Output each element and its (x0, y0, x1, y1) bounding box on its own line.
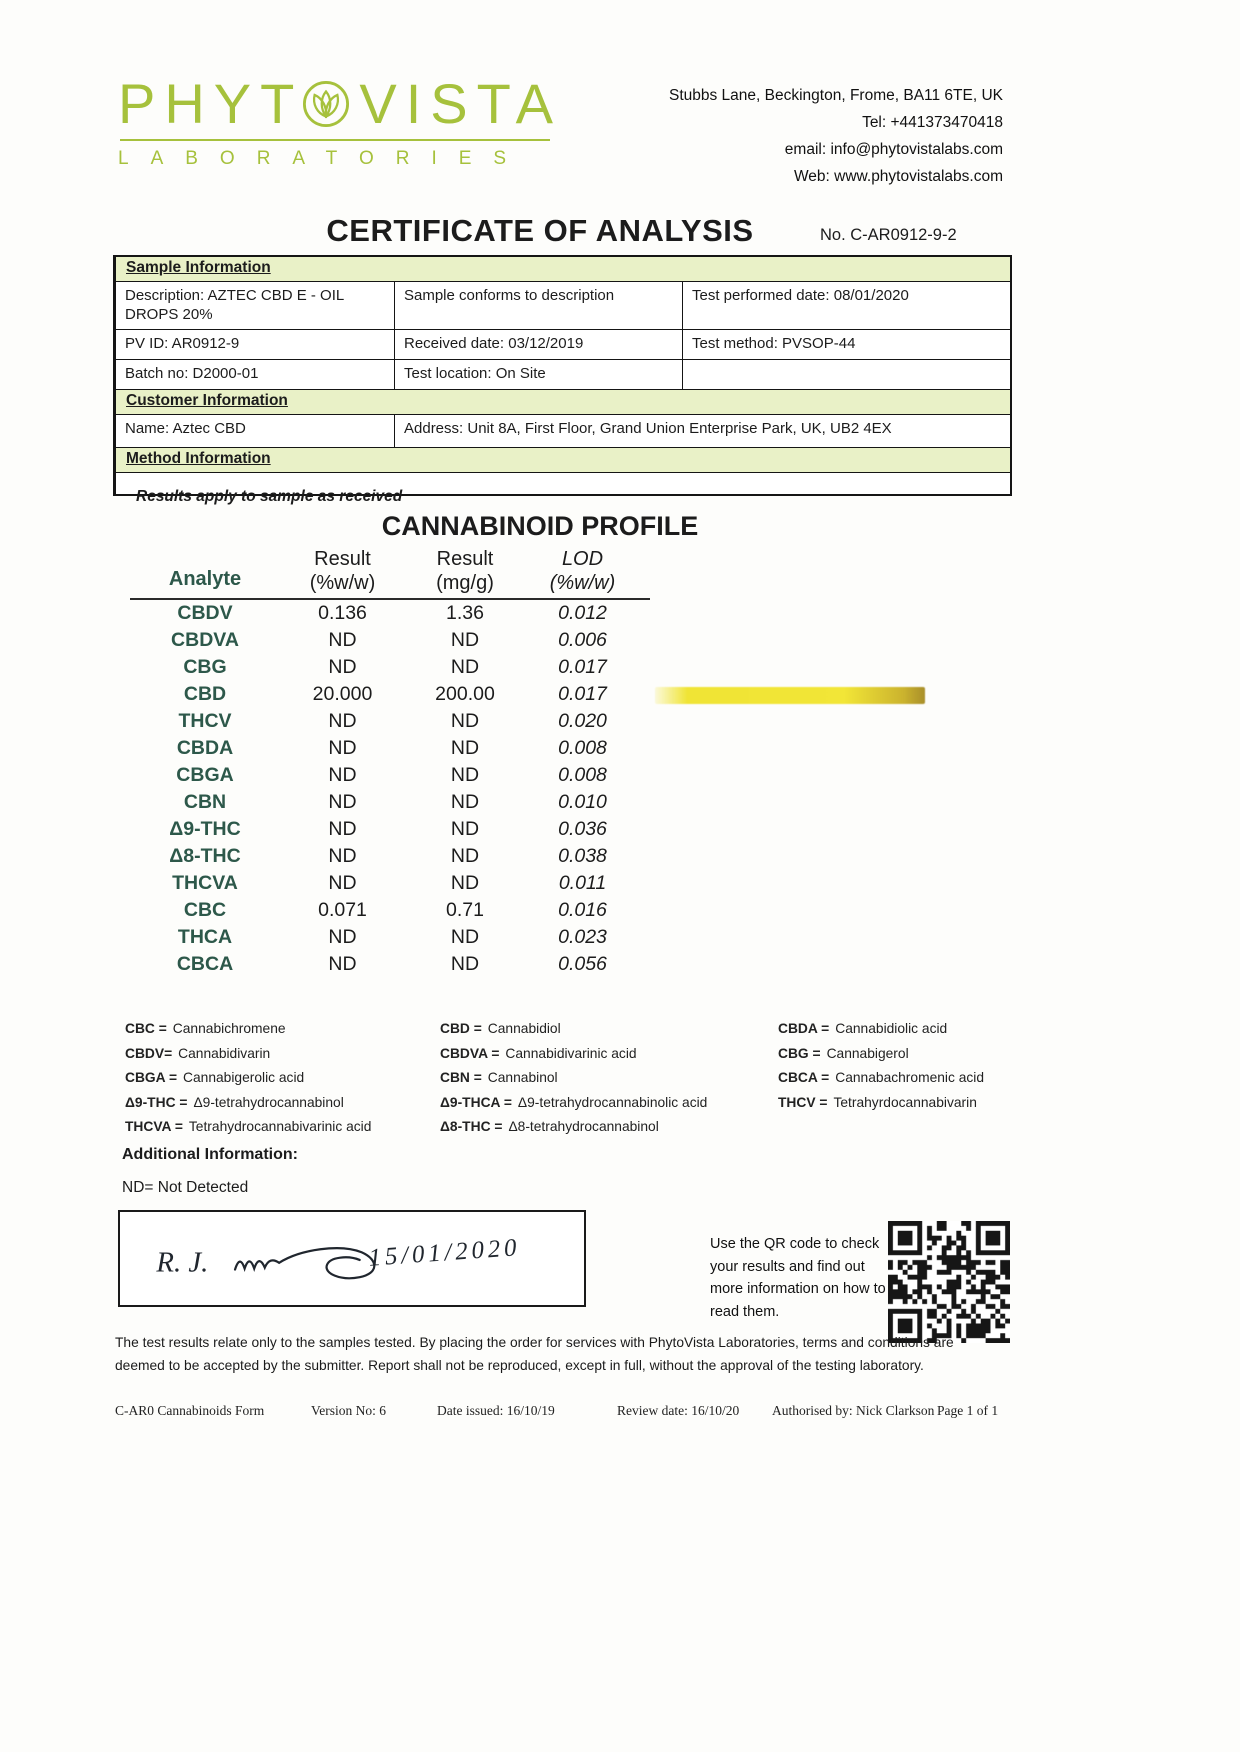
qr-instructions: Use the QR code to check your results and find out more information on how to read them. (710, 1236, 886, 1320)
logo-divider (120, 139, 550, 141)
footer-form-name: C-AR0 Cannabinoids Form (115, 1403, 265, 1418)
sample-info-heading (116, 257, 1010, 282)
result-percent-value: ND (328, 872, 357, 894)
result-mg-value: ND (450, 872, 480, 894)
disclaimer-line: deemed to be accepted by the submitter. Report shall not be reproduced, except in full, without the approval of the testing laboratory. (115, 1358, 924, 1373)
result-mg-value: ND (450, 926, 480, 948)
result-mg-value: 1.36 (446, 602, 484, 624)
lod-value: 0.010 (558, 791, 607, 813)
legend-fullname: Cannabidivarin (178, 1045, 271, 1061)
method-info-heading (116, 448, 1010, 473)
result-mg-value: ND (450, 845, 480, 867)
legend-fullname: Cannabidiolic acid (835, 1021, 948, 1036)
lod-value: 0.006 (558, 629, 607, 651)
result-percent-value: ND (328, 737, 357, 759)
analyte-name: CBG (183, 656, 227, 678)
legend-fullname: Cannabidiol (487, 1021, 561, 1036)
footer-authorised-by: Authorised by: Nick Clarkson (772, 1403, 935, 1418)
legend-item (125, 1017, 440, 1042)
result-percent-value: 0.136 (318, 602, 367, 624)
profile-row (130, 654, 650, 681)
analyte-name: Δ9-THC (169, 818, 241, 840)
info-cell-right (683, 360, 1010, 389)
legend-fullname: Cannabinol (487, 1070, 558, 1085)
result-percent-value: 0.071 (318, 899, 367, 921)
legend-abbr: CBC = (125, 1021, 167, 1036)
result-mg-value: 200.00 (435, 683, 495, 705)
info-cell-middle: Sample conforms to description (395, 282, 683, 329)
lab-website: Web: www.phytovistalabs.com (793, 168, 1003, 185)
logo-wordmark (118, 72, 563, 135)
legend-item (440, 1115, 778, 1140)
sample-info-heading-label: Sample Information (126, 259, 271, 276)
lab-email: email: info@phytovistalabs.com (784, 141, 1003, 158)
lod-value: 0.038 (558, 845, 607, 867)
legend-item (440, 1042, 778, 1067)
header-line: (mg/g) (436, 572, 494, 594)
document-title: CERTIFICATE OF ANALYSIS (326, 213, 754, 248)
customer-name: Name: Aztec CBD (116, 415, 395, 447)
profile-row (130, 897, 650, 924)
profile-row (130, 681, 650, 708)
profile-row (130, 762, 650, 789)
lod-value: 0.011 (558, 872, 607, 894)
profile-row (130, 600, 650, 627)
legend-fullname: Δ9-tetrahydrocannabinol (193, 1094, 344, 1110)
col-header-result-pct (280, 547, 405, 595)
lod-value: 0.036 (558, 818, 607, 840)
customer-info-row (116, 415, 1010, 448)
legend-item (125, 1091, 440, 1116)
profile-row (130, 843, 650, 870)
info-cell-right: Test method: PVSOP-44 (692, 335, 856, 352)
lod-value: 0.020 (558, 710, 607, 732)
result-percent-value: ND (328, 656, 357, 678)
legend-item (778, 1042, 1015, 1067)
header-line: (%w/w) (549, 572, 616, 594)
analyte-name: CBN (183, 791, 227, 813)
result-percent-value: ND (328, 953, 357, 975)
result-mg-value: ND (450, 764, 480, 786)
lod-value: 0.008 (558, 764, 607, 786)
legend-item (440, 1017, 778, 1042)
legend-abbr: CBGA = (125, 1070, 178, 1085)
header-line: Result (436, 548, 494, 570)
legend-column-2 (440, 1017, 778, 1140)
result-percent-value: ND (328, 764, 357, 786)
legend-abbr: Δ9-THC = (125, 1094, 188, 1110)
logo-leaf-icon (301, 79, 351, 129)
legend-abbr: CBDVA = (440, 1045, 500, 1061)
legend-abbr: THCV = (778, 1094, 828, 1110)
logo-text-right: VISTA (359, 72, 563, 135)
legend-abbr: CBG = (778, 1045, 821, 1061)
result-mg-value: ND (450, 791, 480, 813)
legend-item (440, 1066, 778, 1091)
legend-item (440, 1091, 778, 1116)
info-table (113, 255, 1012, 496)
legend-fullname: Cannabichromene (172, 1021, 286, 1036)
sample-info-row (116, 360, 1010, 390)
customer-info-heading-label: Customer Information (126, 392, 288, 409)
legend-item (778, 1091, 1015, 1116)
cannabinoid-profile-table (130, 547, 650, 978)
signature-mark (120, 1212, 584, 1305)
result-mg-value: ND (450, 818, 480, 840)
signature-box (118, 1210, 586, 1307)
header-line: (%w/w) (309, 572, 376, 594)
legend-item (125, 1115, 440, 1140)
lab-telephone: Tel: +441373470418 (862, 114, 1003, 131)
signature-date: 15/01/2020 (367, 1234, 522, 1272)
lod-value: 0.023 (558, 926, 607, 948)
method-info-heading-label: Method Information (126, 450, 271, 467)
result-percent-value: ND (328, 710, 357, 732)
profile-rows (130, 600, 650, 978)
legend-abbr: THCVA = (125, 1119, 183, 1134)
lod-value: 0.008 (558, 737, 607, 759)
signature-flourish (235, 1248, 374, 1278)
disclaimer-line: The test results relate only to the samples tested. By placing the order for services with PhytoVista Laboratories, terms and conditions are (115, 1335, 954, 1350)
results-note: Results apply to sample as received (136, 488, 403, 505)
profile-row (130, 627, 650, 654)
legend-abbr: CBD = (440, 1021, 482, 1036)
additional-info-heading: Additional Information: (122, 1146, 298, 1163)
col-header-result-mg (405, 547, 525, 595)
legend-abbr: Δ9-THCA = (440, 1094, 512, 1110)
analyte-name: CBD (183, 683, 227, 705)
legend-abbr: CBCA = (778, 1070, 830, 1085)
info-cell-middle: Test location: On Site (395, 360, 683, 389)
legend-fullname: Δ8-tetrahydrocannabinol (508, 1119, 659, 1134)
legend-column-3 (778, 1017, 1015, 1140)
analyte-name: CBDA (176, 737, 234, 759)
result-percent-value: ND (328, 629, 357, 651)
customer-address: Address: Unit 8A, First Floor, Grand Union Enterprise Park, UK, UB2 4EX (404, 420, 892, 437)
certificate-number: No. C-AR0912-9-2 (820, 226, 957, 244)
customer-info-heading (116, 390, 1010, 415)
result-mg-value: ND (450, 953, 480, 975)
lab-address: Stubbs Lane, Beckington, Frome, BA11 6TE, UK (669, 87, 1003, 104)
lod-value: 0.056 (558, 953, 607, 975)
lab-contact-info (669, 82, 1003, 190)
result-percent-value: 20.000 (312, 683, 373, 705)
profile-row (130, 816, 650, 843)
footer-date-issued: Date issued: 16/10/19 (437, 1403, 555, 1418)
analyte-name: THCA (177, 926, 233, 948)
analyte-name: CBDV (177, 602, 233, 624)
legend-item (125, 1042, 440, 1067)
lod-value: 0.017 (558, 683, 607, 705)
col-header-lod (525, 547, 640, 595)
result-mg-value: ND (450, 710, 480, 732)
legend-item (778, 1066, 1015, 1091)
analyte-name: CBDVA (171, 629, 239, 651)
sample-info-row (116, 330, 1010, 360)
result-mg-value: ND (450, 629, 480, 651)
legend-item (125, 1066, 440, 1091)
logo-subtitle: LABORATORIES (118, 148, 529, 169)
info-cell-right: Test performed date: 08/01/2020 (692, 287, 909, 304)
profile-row (130, 924, 650, 951)
info-cell-left: Batch no: D2000-01 (116, 360, 395, 389)
legend-item (778, 1017, 1015, 1042)
analyte-name: THCV (178, 710, 232, 732)
header-line: Result (314, 548, 371, 570)
profile-row (130, 951, 650, 978)
legend-fullname: Cannabachromenic acid (835, 1070, 985, 1085)
legend-fullname: Δ9-tetrahydrocannabinolic acid (517, 1094, 708, 1110)
result-percent-value: ND (328, 818, 357, 840)
signature-initials: R. J. (156, 1246, 209, 1279)
analyte-name: THCVA (172, 872, 238, 894)
col-header-analyte: Analyte (168, 568, 242, 590)
lod-value: 0.016 (558, 899, 607, 921)
result-mg-value: ND (450, 737, 480, 759)
result-mg-value: ND (450, 656, 480, 678)
analyte-name: Δ8-THC (169, 845, 241, 867)
result-percent-value: ND (328, 845, 357, 867)
lod-value: 0.012 (558, 602, 607, 624)
legend-fullname: Cannabigerolic acid (183, 1070, 305, 1085)
analyte-name: CBGA (176, 764, 234, 786)
footer-page-number: Page 1 of 1 (937, 1403, 999, 1418)
lod-value: 0.017 (558, 656, 607, 678)
highlighter-mark (655, 687, 925, 704)
sample-info-rows (116, 282, 1010, 390)
disclaimer (115, 1331, 1020, 1377)
footer-version: Version No: 6 (311, 1403, 386, 1418)
legend-column-1 (125, 1017, 440, 1140)
nd-definition: ND= Not Detected (122, 1179, 249, 1196)
qr-code (888, 1221, 1010, 1343)
legend-fullname: Tetrahydrocannabivarinic acid (188, 1119, 372, 1134)
analyte-name: CBCA (176, 953, 234, 975)
cannabinoid-profile-title: CANNABINOID PROFILE (381, 511, 699, 541)
profile-row (130, 870, 650, 897)
legend-fullname: Tetrahyrdocannabivarin (833, 1094, 977, 1110)
result-mg-value: 0.71 (446, 899, 484, 921)
header-line: LOD (561, 548, 604, 570)
abbreviation-legend (125, 1017, 1015, 1140)
profile-header-row (130, 547, 650, 600)
result-percent-value: ND (328, 926, 357, 948)
info-cell-left: Description: AZTEC CBD E - OIL DROPS 20% (116, 282, 395, 329)
legend-abbr: CBDV= (125, 1045, 173, 1061)
profile-row (130, 708, 650, 735)
legend-abbr: CBDA = (778, 1021, 830, 1036)
result-percent-value: ND (328, 791, 357, 813)
phytovista-logo (118, 72, 563, 170)
profile-row (130, 789, 650, 816)
info-cell-left: PV ID: AR0912-9 (116, 330, 395, 359)
info-cell-middle: Received date: 03/12/2019 (395, 330, 683, 359)
form-footer (115, 1403, 1025, 1423)
legend-abbr: Δ8-THC = (440, 1119, 503, 1134)
legend-fullname: Cannabidivarinic acid (505, 1045, 637, 1061)
sample-info-row (116, 282, 1010, 330)
legend-abbr: CBN = (440, 1070, 482, 1085)
profile-row (130, 735, 650, 762)
footer-review-date: Review date: 16/10/20 (617, 1403, 740, 1418)
logo-text-left: PHYT (118, 72, 304, 135)
legend-fullname: Cannabigerol (826, 1045, 909, 1061)
analyte-name: CBC (183, 899, 227, 921)
